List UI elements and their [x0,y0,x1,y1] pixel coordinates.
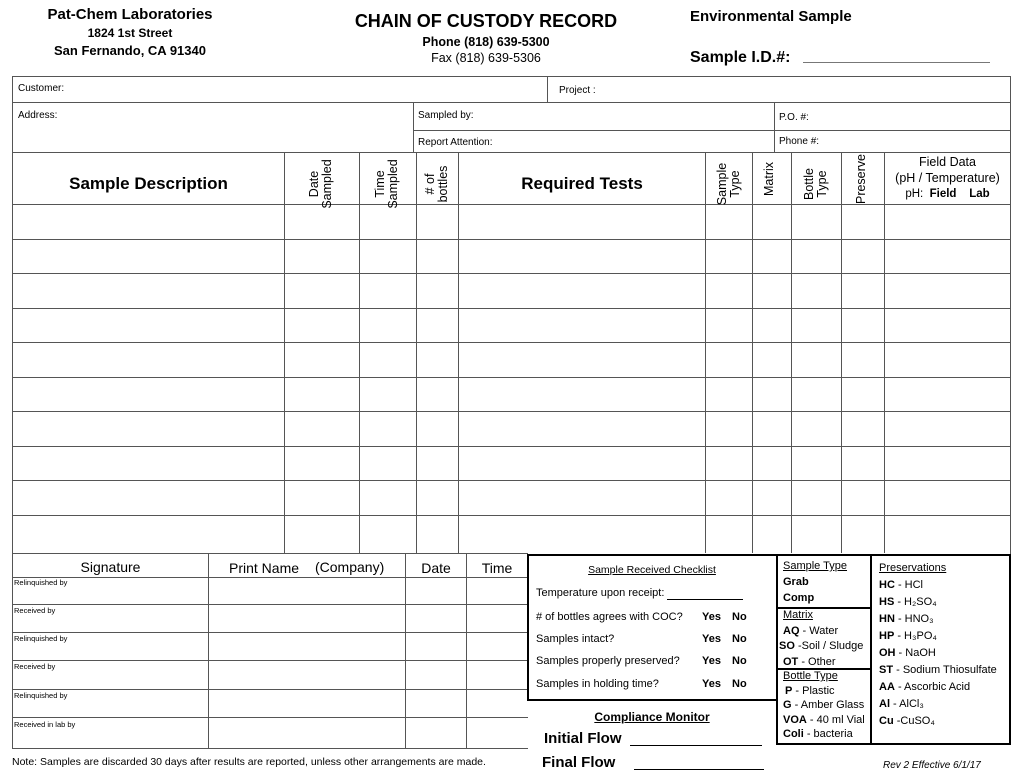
received-in-lab-by-label: Received in lab by [14,720,76,729]
company-header: (Company) [315,559,385,575]
matrix-header: Matrix [762,161,776,197]
customer-field[interactable] [100,78,540,100]
lab-street: 1824 1st Street [87,26,173,40]
sample-type-header: Sample Type [715,162,742,206]
no-option[interactable]: No [732,633,747,645]
table-row[interactable] [13,274,1010,308]
yes-option[interactable]: Yes [702,678,721,690]
temperature-label: Temperature upon receipt: [536,587,743,600]
no-option[interactable]: No [732,655,747,667]
final-flow-field[interactable] [634,769,764,770]
legend-sample-type: Sample Type Grab Comp [783,560,848,604]
final-flow-label: Final Flow [542,754,616,771]
relinquished-by-label: Relinquished by [14,634,68,643]
table-row[interactable] [13,309,1010,342]
sampled-by-label: Sampled by: [418,110,474,121]
temperature-field[interactable] [667,587,743,600]
form-fax: Fax (818) 639-5306 [431,51,541,65]
lab-city: San Fernando, CA 91340 [54,43,206,58]
received-by-label: Received by [14,662,56,671]
signature-field[interactable] [13,700,208,717]
po-field[interactable] [820,104,1005,128]
signature-field[interactable] [13,671,208,689]
time-header: Time [481,560,513,576]
checklist-question: Samples in holding time? [536,678,659,690]
table-row[interactable] [13,378,1010,411]
sample-id-label: Sample I.D.#: [690,49,791,66]
phone-label: Phone #: [779,136,820,147]
lab-name: Pat-Chem Laboratories [47,6,213,23]
project-field[interactable] [610,78,1005,100]
time-sampled-header: Time Sampled [373,159,400,209]
form-title: CHAIN OF CUSTODY RECORD [354,11,618,31]
checklist-question: # of bottles agrees with COC? [536,611,683,623]
checklist-title: Sample Received Checklist [588,564,716,576]
table-row[interactable] [13,205,1010,239]
report-attention-field[interactable] [510,132,770,151]
signature-header: Signature [80,559,141,575]
table-row[interactable] [13,447,1010,480]
address-field[interactable] [70,104,408,150]
field-data-header: Field Data (pH / Temperature) pH: Field Lab [895,155,1000,200]
table-row[interactable] [13,481,1010,515]
no-option[interactable]: No [732,611,747,623]
bottle-type-header: Bottle Type [802,168,829,200]
signature-field[interactable] [13,729,208,748]
bottles-header: # of bottles [423,165,450,203]
required-tests-header: Required Tests [521,174,643,193]
yes-option[interactable]: Yes [702,633,721,645]
signature-field[interactable] [13,587,208,604]
sampled-by-field[interactable] [490,104,770,128]
checklist-question: Samples intact? [536,633,615,645]
print-name-header: Print Name [229,560,300,576]
form-phone: Phone (818) 639-5300 [422,35,550,49]
compliance-monitor-title: Compliance Monitor [594,710,710,724]
initial-flow-label: Initial Flow [544,730,622,747]
po-label: P.O. #: [779,112,809,123]
no-option[interactable]: No [732,678,747,690]
table-row[interactable] [13,412,1010,446]
date-header: Date [421,560,451,576]
signature-field[interactable] [13,615,208,632]
footer-note: Note: Samples are discarded 30 days after results are reported, unless other arrangements are made. [12,756,486,768]
checklist-question: Samples properly preserved? [536,655,680,667]
table-row[interactable] [13,343,1010,377]
received-by-label: Received by [14,606,56,615]
yes-option[interactable]: Yes [702,611,721,623]
address-label: Address: [18,110,58,121]
report-attention-label: Report Attention: [418,137,493,148]
legend-matrix: Matrix AQ - Water SO -Soil / Sludge OT - Other [779,609,864,668]
relinquished-by-label: Relinquished by [14,691,68,700]
environmental-sample-label: Environmental Sample [690,8,852,25]
customer-label: Customer: [18,83,65,94]
legend-preservations: Preservations HC - HCl HS - H₂SO₄ HN - HNO₃ HP - H₃PO₄ OH - NaOH ST - Sodium Thiosulfate AA - Ascorbic Acid Al - AlCl₃ Cu -CuSO₄ [879,562,997,727]
table-row[interactable] [13,240,1010,273]
project-label: Project : [559,85,596,96]
sample-description-header: Sample Description [69,174,228,193]
signature-field[interactable] [13,643,208,660]
table-row[interactable] [13,516,1010,553]
preserve-header: Preserve [854,153,868,205]
relinquished-by-label: Relinquished by [14,578,68,587]
sample-id-field[interactable] [803,62,990,63]
date-sampled-header: Date Sampled [307,159,334,209]
legend-bottle-type: Bottle Type P - Plastic G - Amber Glass VOA - 40 ml Vial Coli - bacteria [783,670,865,740]
revision-label: Rev 2 Effective 6/1/17 [883,760,981,771]
yes-option[interactable]: Yes [702,655,721,667]
initial-flow-field[interactable] [630,745,762,746]
